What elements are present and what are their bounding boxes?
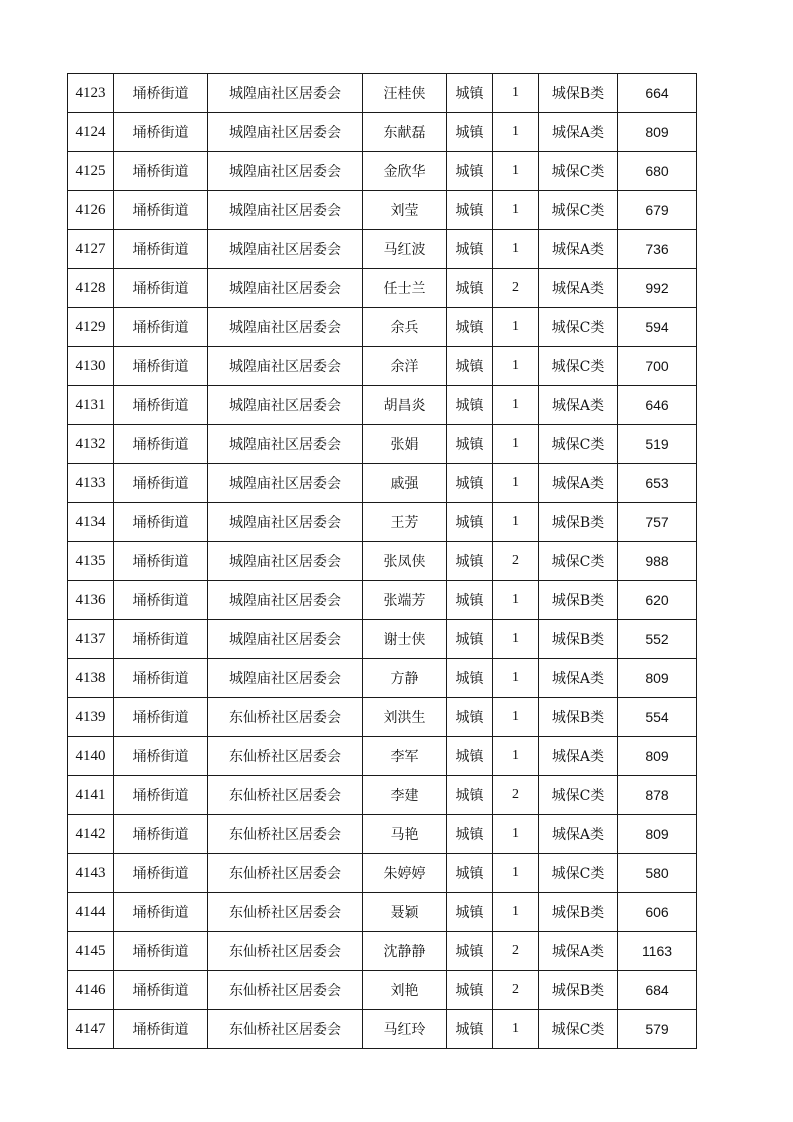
- household-size-cell: 1: [493, 893, 539, 932]
- recipient-name-cell: 刘莹: [363, 191, 447, 230]
- record-number-cell: 4141: [68, 776, 114, 815]
- benefit-category-cell: 城保A类: [539, 269, 618, 308]
- household-size-cell: 1: [493, 347, 539, 386]
- amount-cell: 679: [618, 191, 697, 230]
- household-size-cell: 1: [493, 113, 539, 152]
- table-row: [68, 542, 697, 581]
- record-number-cell: 4143: [68, 854, 114, 893]
- community-cell: 东仙桥社区居委会: [208, 815, 363, 854]
- benefit-category-cell: 城保A类: [539, 230, 618, 269]
- recipient-name-cell: 沈静静: [363, 932, 447, 971]
- assistance-roster-table: [67, 73, 697, 1049]
- recipient-name-cell: 方静: [363, 659, 447, 698]
- household-size-cell: 1: [493, 464, 539, 503]
- street-cell: 埇桥街道: [114, 269, 208, 308]
- benefit-category-cell: 城保C类: [539, 776, 618, 815]
- table-row: [68, 113, 697, 152]
- recipient-name-cell: 胡昌炎: [363, 386, 447, 425]
- street-cell: 埇桥街道: [114, 971, 208, 1010]
- table-row: [68, 503, 697, 542]
- community-cell: 城隍庙社区居委会: [208, 308, 363, 347]
- community-cell: 城隍庙社区居委会: [208, 386, 363, 425]
- table-row: [68, 698, 697, 737]
- household-size-cell: 2: [493, 776, 539, 815]
- benefit-category-cell: 城保C类: [539, 542, 618, 581]
- recipient-name-cell: 任士兰: [363, 269, 447, 308]
- amount-cell: 606: [618, 893, 697, 932]
- amount-cell: 809: [618, 113, 697, 152]
- household-size-cell: 1: [493, 425, 539, 464]
- area-type-cell: 城镇: [447, 659, 493, 698]
- amount-cell: 684: [618, 971, 697, 1010]
- community-cell: 城隍庙社区居委会: [208, 152, 363, 191]
- benefit-category-cell: 城保A类: [539, 659, 618, 698]
- benefit-category-cell: 城保B类: [539, 698, 618, 737]
- amount-cell: 736: [618, 230, 697, 269]
- recipient-name-cell: 余兵: [363, 308, 447, 347]
- record-number-cell: 4125: [68, 152, 114, 191]
- household-size-cell: 1: [493, 854, 539, 893]
- record-number-cell: 4144: [68, 893, 114, 932]
- street-cell: 埇桥街道: [114, 113, 208, 152]
- recipient-name-cell: 聂颖: [363, 893, 447, 932]
- community-cell: 城隍庙社区居委会: [208, 464, 363, 503]
- amount-cell: 700: [618, 347, 697, 386]
- street-cell: 埇桥街道: [114, 815, 208, 854]
- record-number-cell: 4128: [68, 269, 114, 308]
- household-size-cell: 1: [493, 737, 539, 776]
- community-cell: 东仙桥社区居委会: [208, 776, 363, 815]
- recipient-name-cell: 谢士侠: [363, 620, 447, 659]
- community-cell: 城隍庙社区居委会: [208, 269, 363, 308]
- area-type-cell: 城镇: [447, 386, 493, 425]
- benefit-category-cell: 城保A类: [539, 386, 618, 425]
- amount-cell: 653: [618, 464, 697, 503]
- street-cell: 埇桥街道: [114, 386, 208, 425]
- community-cell: 东仙桥社区居委会: [208, 971, 363, 1010]
- community-cell: 东仙桥社区居委会: [208, 854, 363, 893]
- community-cell: 东仙桥社区居委会: [208, 698, 363, 737]
- benefit-category-cell: 城保A类: [539, 113, 618, 152]
- community-cell: 城隍庙社区居委会: [208, 581, 363, 620]
- recipient-name-cell: 东献磊: [363, 113, 447, 152]
- area-type-cell: 城镇: [447, 737, 493, 776]
- community-cell: 城隍庙社区居委会: [208, 230, 363, 269]
- table-row: [68, 191, 697, 230]
- benefit-category-cell: 城保A类: [539, 464, 618, 503]
- community-cell: 东仙桥社区居委会: [208, 932, 363, 971]
- amount-cell: 519: [618, 425, 697, 464]
- street-cell: 埇桥街道: [114, 854, 208, 893]
- amount-cell: 579: [618, 1010, 697, 1049]
- record-number-cell: 4146: [68, 971, 114, 1010]
- table-row: [68, 464, 697, 503]
- area-type-cell: 城镇: [447, 971, 493, 1010]
- record-number-cell: 4140: [68, 737, 114, 776]
- amount-cell: 809: [618, 659, 697, 698]
- table-row: [68, 932, 697, 971]
- area-type-cell: 城镇: [447, 230, 493, 269]
- community-cell: 城隍庙社区居委会: [208, 113, 363, 152]
- recipient-name-cell: 王芳: [363, 503, 447, 542]
- household-size-cell: 2: [493, 542, 539, 581]
- street-cell: 埇桥街道: [114, 308, 208, 347]
- area-type-cell: 城镇: [447, 191, 493, 230]
- street-cell: 埇桥街道: [114, 620, 208, 659]
- household-size-cell: 1: [493, 191, 539, 230]
- record-number-cell: 4129: [68, 308, 114, 347]
- record-number-cell: 4127: [68, 230, 114, 269]
- area-type-cell: 城镇: [447, 581, 493, 620]
- street-cell: 埇桥街道: [114, 893, 208, 932]
- benefit-category-cell: 城保A类: [539, 932, 618, 971]
- household-size-cell: 1: [493, 152, 539, 191]
- street-cell: 埇桥街道: [114, 737, 208, 776]
- household-size-cell: 1: [493, 1010, 539, 1049]
- household-size-cell: 2: [493, 971, 539, 1010]
- record-number-cell: 4139: [68, 698, 114, 737]
- household-size-cell: 1: [493, 74, 539, 113]
- community-cell: 城隍庙社区居委会: [208, 542, 363, 581]
- community-cell: 东仙桥社区居委会: [208, 893, 363, 932]
- record-number-cell: 4135: [68, 542, 114, 581]
- amount-cell: 757: [618, 503, 697, 542]
- record-number-cell: 4123: [68, 74, 114, 113]
- area-type-cell: 城镇: [447, 776, 493, 815]
- recipient-name-cell: 朱婷婷: [363, 854, 447, 893]
- record-number-cell: 4134: [68, 503, 114, 542]
- benefit-category-cell: 城保C类: [539, 347, 618, 386]
- table-row: [68, 971, 697, 1010]
- area-type-cell: 城镇: [447, 893, 493, 932]
- amount-cell: 680: [618, 152, 697, 191]
- street-cell: 埇桥街道: [114, 542, 208, 581]
- benefit-category-cell: 城保B类: [539, 620, 618, 659]
- amount-cell: 552: [618, 620, 697, 659]
- recipient-name-cell: 张凤侠: [363, 542, 447, 581]
- benefit-category-cell: 城保A类: [539, 815, 618, 854]
- benefit-category-cell: 城保B类: [539, 503, 618, 542]
- household-size-cell: 1: [493, 308, 539, 347]
- record-number-cell: 4132: [68, 425, 114, 464]
- recipient-name-cell: 刘洪生: [363, 698, 447, 737]
- table-row: [68, 308, 697, 347]
- household-size-cell: 1: [493, 581, 539, 620]
- table-row: [68, 74, 697, 113]
- benefit-category-cell: 城保A类: [539, 737, 618, 776]
- table-row: [68, 620, 697, 659]
- household-size-cell: 1: [493, 386, 539, 425]
- benefit-category-cell: 城保B类: [539, 74, 618, 113]
- amount-cell: 580: [618, 854, 697, 893]
- record-number-cell: 4147: [68, 1010, 114, 1049]
- recipient-name-cell: 马艳: [363, 815, 447, 854]
- amount-cell: 1163: [618, 932, 697, 971]
- recipient-name-cell: 张端芳: [363, 581, 447, 620]
- recipient-name-cell: 李建: [363, 776, 447, 815]
- table-row: [68, 425, 697, 464]
- street-cell: 埇桥街道: [114, 191, 208, 230]
- benefit-category-cell: 城保C类: [539, 1010, 618, 1049]
- benefit-category-cell: 城保B类: [539, 581, 618, 620]
- community-cell: 城隍庙社区居委会: [208, 74, 363, 113]
- street-cell: 埇桥街道: [114, 152, 208, 191]
- record-number-cell: 4133: [68, 464, 114, 503]
- area-type-cell: 城镇: [447, 308, 493, 347]
- table-row: [68, 659, 697, 698]
- area-type-cell: 城镇: [447, 698, 493, 737]
- amount-cell: 809: [618, 737, 697, 776]
- amount-cell: 878: [618, 776, 697, 815]
- record-number-cell: 4124: [68, 113, 114, 152]
- household-size-cell: 1: [493, 815, 539, 854]
- area-type-cell: 城镇: [447, 113, 493, 152]
- recipient-name-cell: 李军: [363, 737, 447, 776]
- record-number-cell: 4138: [68, 659, 114, 698]
- record-number-cell: 4137: [68, 620, 114, 659]
- record-number-cell: 4126: [68, 191, 114, 230]
- amount-cell: 664: [618, 74, 697, 113]
- table-row: [68, 347, 697, 386]
- recipient-name-cell: 马红玲: [363, 1010, 447, 1049]
- area-type-cell: 城镇: [447, 269, 493, 308]
- household-size-cell: 1: [493, 620, 539, 659]
- table-row: [68, 152, 697, 191]
- community-cell: 城隍庙社区居委会: [208, 659, 363, 698]
- benefit-category-cell: 城保C类: [539, 191, 618, 230]
- recipient-name-cell: 马红波: [363, 230, 447, 269]
- street-cell: 埇桥街道: [114, 932, 208, 971]
- area-type-cell: 城镇: [447, 815, 493, 854]
- street-cell: 埇桥街道: [114, 581, 208, 620]
- area-type-cell: 城镇: [447, 425, 493, 464]
- record-number-cell: 4130: [68, 347, 114, 386]
- street-cell: 埇桥街道: [114, 698, 208, 737]
- table-row: [68, 776, 697, 815]
- community-cell: 东仙桥社区居委会: [208, 1010, 363, 1049]
- record-number-cell: 4142: [68, 815, 114, 854]
- street-cell: 埇桥街道: [114, 659, 208, 698]
- household-size-cell: 2: [493, 269, 539, 308]
- household-size-cell: 1: [493, 698, 539, 737]
- record-number-cell: 4136: [68, 581, 114, 620]
- area-type-cell: 城镇: [447, 932, 493, 971]
- table-row: [68, 1010, 697, 1049]
- street-cell: 埇桥街道: [114, 425, 208, 464]
- benefit-category-cell: 城保B类: [539, 971, 618, 1010]
- table-row: [68, 737, 697, 776]
- table-row: [68, 386, 697, 425]
- benefit-category-cell: 城保C类: [539, 854, 618, 893]
- area-type-cell: 城镇: [447, 503, 493, 542]
- street-cell: 埇桥街道: [114, 464, 208, 503]
- recipient-name-cell: 张娟: [363, 425, 447, 464]
- amount-cell: 992: [618, 269, 697, 308]
- community-cell: 城隍庙社区居委会: [208, 620, 363, 659]
- record-number-cell: 4145: [68, 932, 114, 971]
- street-cell: 埇桥街道: [114, 776, 208, 815]
- benefit-category-cell: 城保C类: [539, 152, 618, 191]
- area-type-cell: 城镇: [447, 542, 493, 581]
- table-row: [68, 230, 697, 269]
- street-cell: 埇桥街道: [114, 74, 208, 113]
- recipient-name-cell: 刘艳: [363, 971, 447, 1010]
- community-cell: 城隍庙社区居委会: [208, 503, 363, 542]
- table-row: [68, 269, 697, 308]
- area-type-cell: 城镇: [447, 152, 493, 191]
- benefit-category-cell: 城保C类: [539, 425, 618, 464]
- amount-cell: 620: [618, 581, 697, 620]
- table-row: [68, 815, 697, 854]
- table-row: [68, 581, 697, 620]
- area-type-cell: 城镇: [447, 620, 493, 659]
- record-number-cell: 4131: [68, 386, 114, 425]
- recipient-name-cell: 汪桂侠: [363, 74, 447, 113]
- community-cell: 东仙桥社区居委会: [208, 737, 363, 776]
- area-type-cell: 城镇: [447, 854, 493, 893]
- street-cell: 埇桥街道: [114, 230, 208, 269]
- amount-cell: 554: [618, 698, 697, 737]
- amount-cell: 988: [618, 542, 697, 581]
- recipient-name-cell: 余洋: [363, 347, 447, 386]
- street-cell: 埇桥街道: [114, 503, 208, 542]
- roster-body: [68, 74, 697, 1049]
- amount-cell: 809: [618, 815, 697, 854]
- benefit-category-cell: 城保C类: [539, 308, 618, 347]
- community-cell: 城隍庙社区居委会: [208, 347, 363, 386]
- benefit-category-cell: 城保B类: [539, 893, 618, 932]
- amount-cell: 594: [618, 308, 697, 347]
- area-type-cell: 城镇: [447, 464, 493, 503]
- area-type-cell: 城镇: [447, 74, 493, 113]
- community-cell: 城隍庙社区居委会: [208, 191, 363, 230]
- area-type-cell: 城镇: [447, 347, 493, 386]
- household-size-cell: 1: [493, 230, 539, 269]
- community-cell: 城隍庙社区居委会: [208, 425, 363, 464]
- street-cell: 埇桥街道: [114, 1010, 208, 1049]
- table-row: [68, 854, 697, 893]
- recipient-name-cell: 金欣华: [363, 152, 447, 191]
- area-type-cell: 城镇: [447, 1010, 493, 1049]
- household-size-cell: 1: [493, 659, 539, 698]
- household-size-cell: 1: [493, 503, 539, 542]
- street-cell: 埇桥街道: [114, 347, 208, 386]
- table-row: [68, 893, 697, 932]
- amount-cell: 646: [618, 386, 697, 425]
- recipient-name-cell: 戚强: [363, 464, 447, 503]
- household-size-cell: 2: [493, 932, 539, 971]
